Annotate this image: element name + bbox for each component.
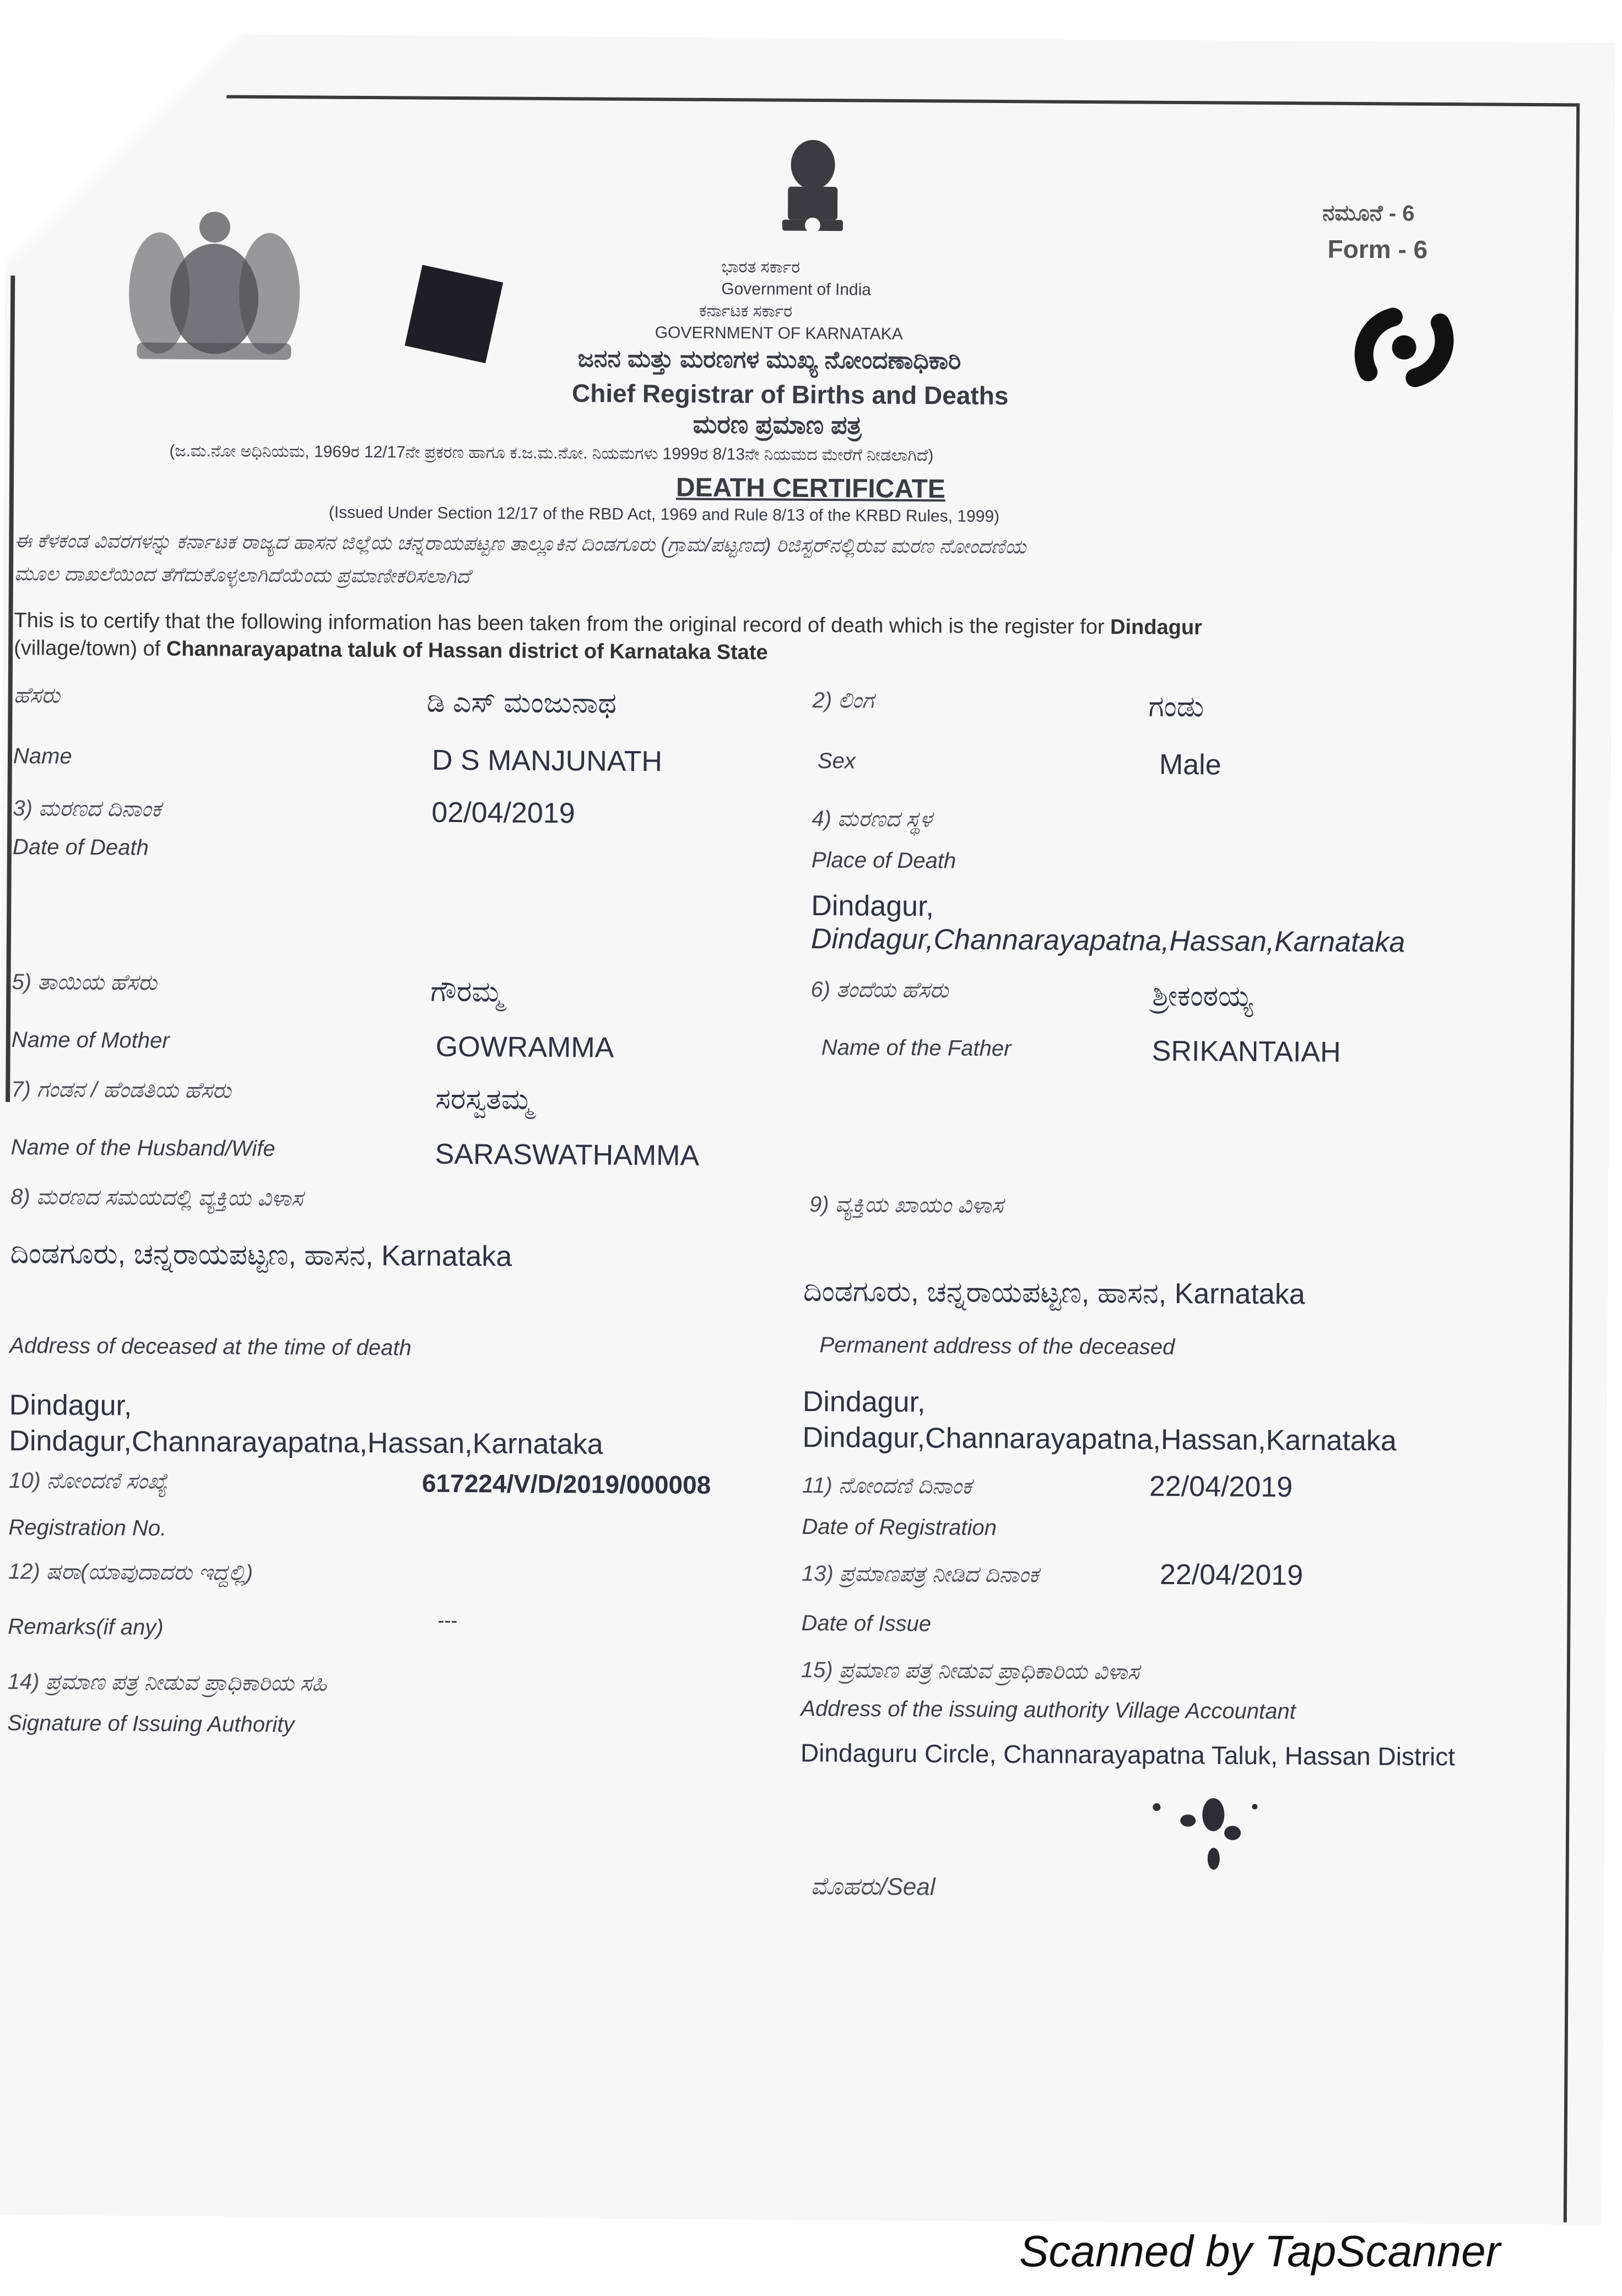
father-kannada-value: ಶ್ರೀಕಂಠಯ್ಯ: [1152, 980, 1253, 1013]
name-kannada-value: ಡಿ ಎಸ್ ಮಂಜುನಾಥ: [426, 686, 617, 720]
spouse-value: SARASWATHAMMA: [435, 1138, 700, 1172]
registration-number-kannada-label: 10) ನೋಂದಣಿ ಸಂಖ್ಯೆ: [8, 1468, 168, 1494]
intro-line2-rest: Channarayapatna taluk of Hassan district of Karnataka State: [166, 637, 768, 665]
form-number-kannada: ನಮೂನೆ - 6: [1322, 201, 1415, 226]
e-governance-logo-icon: [1338, 295, 1470, 400]
intro-line2-prefix: (village/town) of: [14, 636, 161, 661]
intro-kannada-line1: ಈ ಕೆಳಕಂಡ ವಿವರಗಳನ್ನು ಕರ್ನಾಟಕ ರಾಜ್ಯದ ಹಾಸನ ಜಿಲ್ಲೆಯ ಚನ್ನರಾಯಪಟ್ಟಣ ತಾಲ್ಲೂಕಿನ ದಿಂಡಗೂರು (ಗ್ರಾಮ/ಪಟ್ಟಣದ) ರಿಜಿಸ್ಟರ್‌ನಲ್ಲಿರುವ ಮರಣ ನೋಂದಣಿಯ: [14, 529, 1026, 558]
remarks-value: ---: [437, 1608, 458, 1632]
spouse-kannada-label: 7) ಗಂಡನ / ಹೆಂಡತಿಯ ಹೆಸರು: [11, 1077, 231, 1103]
mother-kannada-label: 5) ತಾಯಿಯ ಹೆಸರು: [12, 970, 157, 995]
intro-line1-prefix: This is to certify that the following information has been taken from the original record of death which is the register for: [14, 609, 1105, 639]
father-label: Name of the Father: [821, 1035, 1012, 1061]
mother-value: GOWRAMMA: [435, 1030, 614, 1064]
signature-kannada-label: 14) ಪ್ರಮಾಣ ಪತ್ರ ನೀಡುವ ಪ್ರಾಧಿಕಾರಿಯ ಸಹಿ: [7, 1670, 327, 1696]
registration-number-label: Registration No.: [8, 1515, 167, 1541]
seal-stamp-mark: [1141, 1781, 1274, 1892]
name-label: Name: [13, 744, 72, 769]
registration-date-label: Date of Registration: [802, 1514, 997, 1541]
permanent-address-line1: Dindagur,: [802, 1385, 926, 1419]
sex-value: Male: [1159, 748, 1221, 781]
intro-english-line2: [14, 636, 768, 665]
remarks-label: Remarks(if any): [8, 1614, 164, 1640]
pod-line1: Dindagur,: [811, 889, 934, 923]
pod-kannada-label: 4) ಮರಣದ ಸ್ಥಳ: [812, 806, 932, 832]
gok-label: GOVERNMENT OF KARNATAKA: [655, 323, 903, 343]
registration-date-value: 22/04/2019: [1149, 1470, 1293, 1504]
certificate-sheet: [0, 33, 1615, 2225]
authority-label: Address of the issuing authority Village Accountant: [801, 1696, 1296, 1724]
address-death-line2: Dindagur,Channarayapatna,Hassan,Karnataka: [9, 1425, 603, 1461]
intro-place: Dindagur: [1110, 615, 1203, 640]
issue-date-label: Date of Issue: [801, 1611, 932, 1636]
sex-kannada-value: ಗಂಡು: [1148, 690, 1204, 723]
permanent-address-line2: Dindagur,Channarayapatna,Hassan,Karnataka: [802, 1421, 1397, 1457]
pod-label: Place of Death: [811, 847, 956, 873]
scanner-watermark: Scanned by TapScanner: [1019, 2227, 1501, 2276]
authority-address: Dindaguru Circle, Channarayapatna Taluk, Hassan District: [800, 1738, 1456, 1771]
registrar-kannada: ಜನನ ಮತ್ತು ಮರಣಗಳ ಮುಖ್ಯ ನೋಂದಣಾಧಿಕಾರಿ: [577, 345, 961, 375]
father-value: SRIKANTAIAH: [1151, 1035, 1341, 1068]
registration-number-value: 617224/V/D/2019/000008: [421, 1468, 711, 1499]
permanent-address-kannada: ದಿಂಡಗೂರು, ಚನ್ನರಾಯಪಟ್ಟಣ, ಹಾಸನ, Karnataka: [803, 1275, 1305, 1311]
address-death-label: Address of deceased at the time of death: [9, 1333, 412, 1360]
issue-date-value: 22/04/2019: [1159, 1558, 1304, 1592]
name-value: D S MANJUNATH: [431, 744, 663, 778]
spouse-kannada-value: ಸರಸ್ವತಮ್ಮ: [435, 1083, 533, 1116]
dod-value: 02/04/2019: [431, 796, 575, 830]
dod-label: Date of Death: [12, 835, 149, 860]
mother-kannada-value: ಗೌರಮ್ಮ: [430, 975, 504, 1008]
name-kannada-label: ಹೆಸರು: [13, 683, 61, 708]
authority-kannada-label: 15) ಪ್ರಮಾಣ ಪತ್ರ ನೀಡುವ ಪ್ರಾಧಿಕಾರಿಯ ವಿಳಾಸ: [801, 1657, 1139, 1684]
gok-kannada: ಕರ್ನಾಟಕ ಸರ್ಕಾರ: [699, 301, 793, 321]
signature-label: Signature of Issuing Authority: [7, 1711, 295, 1737]
goi-kannada: ಭಾರತ ಸರ್ಕಾರ: [721, 257, 801, 277]
sex-kannada-label: 2) ಲಿಂಗ: [812, 688, 874, 713]
intro-kannada-line2: ಮೂಲ ದಾಖಲೆಯಿಂದ ತೆಗೆದುಕೊಳ್ಳಲಾಗಿದೆಯೆಂದು ಪ್ರಮಾಣೀಕರಿಸಲಾಗಿದೆ: [14, 562, 471, 588]
registrar-title: Chief Registrar of Births and Deaths: [571, 379, 1009, 410]
certificate-title: DEATH CERTIFICATE: [675, 473, 945, 504]
spouse-label: Name of the Husband/Wife: [10, 1135, 275, 1161]
address-death-kannada: ದಿಂಡಗೂರು, ಚನ್ನರಾಯಪಟ್ಟಣ, ಹಾಸನ, Karnataka: [10, 1238, 512, 1273]
issue-date-kannada-label: 13) ಪ್ರಮಾಣಪತ್ರ ನೀಡಿದ ದಿನಾಂಕ: [801, 1561, 1039, 1587]
pod-line2: Dindagur,Channarayapatna,Hassan,Karnataka: [810, 922, 1405, 959]
certificate-border: [214, 95, 1580, 2222]
act-line-kannada: (ಜ.ಮ.ನೋ ಅಧಿನಿಯಮ, 1969ರ 12/17ನೇ ಪ್ರಕರಣ ಹಾಗೂ ಕ.ಜ.ಮ.ನೋ. ನಿಯಮಗಳು 1999ರ 8/13ನೇ ನಿಯಮದ ಮೇರೆಗೆ ನೀಡಲಾಗಿದೆ): [169, 441, 934, 465]
seal-label: ಮೊಹರು/Seal: [810, 1872, 936, 1901]
mother-label: Name of Mother: [11, 1028, 170, 1053]
issued-under-line: (Issued Under Section 12/17 of the RBD Act, 1969 and Rule 8/13 of the KRBD Rules, 1999): [328, 503, 1000, 526]
dod-kannada-label: 3) ಮರಣದ ದಿನಾಂಕ: [13, 796, 161, 822]
address-death-line1: Dindagur,: [9, 1389, 132, 1422]
karnataka-emblem-icon: [115, 204, 314, 371]
certificate-kannada-title: ಮರಣ ಪ್ರಮಾಣ ಪತ್ರ: [693, 409, 862, 440]
form-number: Form - 6: [1327, 234, 1428, 264]
sex-label: Sex: [817, 749, 856, 774]
goi-label: Government of India: [721, 279, 872, 299]
remarks-kannada-label: 12) ಷರಾ(ಯಾವುದಾದರು ಇದ್ದಲ್ಲಿ): [8, 1559, 253, 1585]
registration-date-kannada-label: 11) ನೋಂದಣಿ ದಿನಾಂಕ: [802, 1473, 972, 1499]
father-kannada-label: 6) ತಂದೆಯ ಹೆಸರು: [810, 977, 949, 1003]
permanent-address-label: Permanent address of the deceased: [819, 1333, 1175, 1359]
address-death-kannada-label: 8) ಮರಣದ ಸಮಯದಲ್ಲಿ ವ್ಯಕ್ತಿಯ ವಿಳಾಸ: [10, 1185, 303, 1211]
qr-code-icon: [405, 265, 504, 364]
national-emblem-icon: [777, 137, 849, 248]
permanent-address-kannada-label: 9) ವ್ಯಕ್ತಿಯ ಖಾಯಂ ವಿಳಾಸ: [809, 1192, 1003, 1218]
